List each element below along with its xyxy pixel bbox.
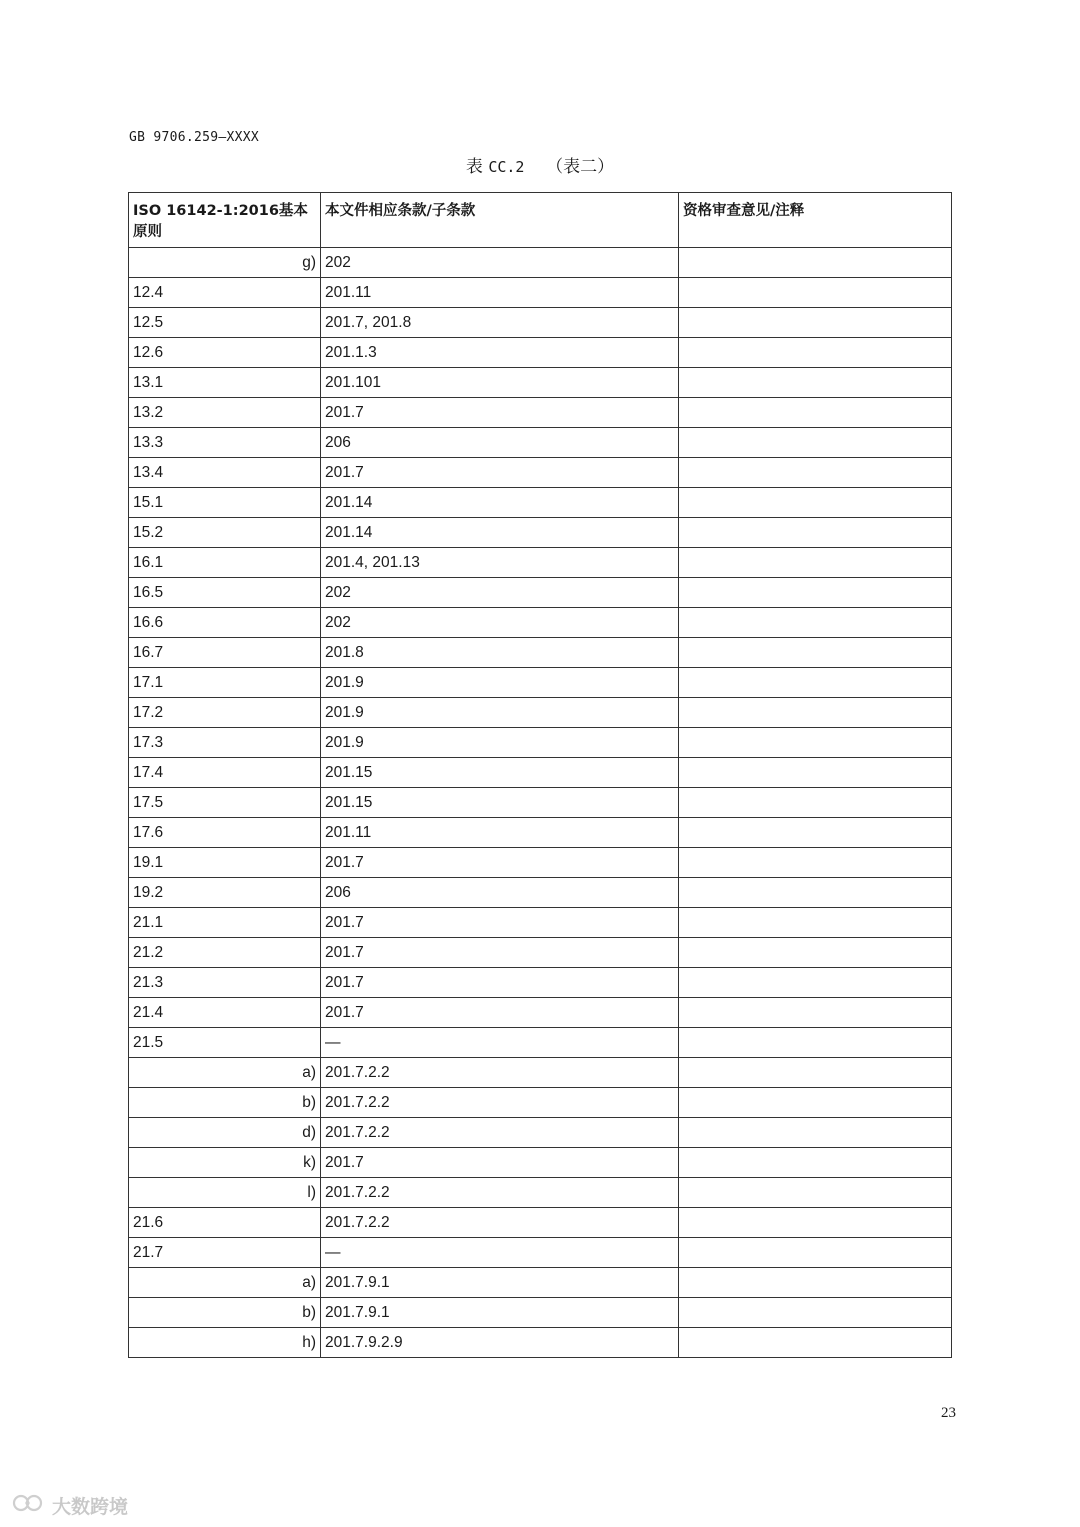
cell-principle: a) [129,1268,321,1298]
cell-comment [679,1208,952,1238]
table-row [129,1058,952,1088]
cell-clause: 201.7 [321,998,679,1028]
table-row [129,788,952,818]
cell-principle: 19.2 [129,878,321,908]
table-row [129,368,952,398]
cell-principle: 21.3 [129,968,321,998]
cell-clause: 201.15 [321,758,679,788]
cell-principle: 12.6 [129,338,321,368]
table-row [129,968,952,998]
cell-principle: 21.2 [129,938,321,968]
table-title [0,152,1080,177]
cell-comment [679,758,952,788]
table-row [129,488,952,518]
cell-clause: 201.7.2.2 [321,1208,679,1238]
cell-clause: 201.7 [321,1148,679,1178]
cell-clause: 202 [321,608,679,638]
column-header-principle: ISO 16142-1:2016基本原则 [129,193,321,248]
cell-comment [679,1298,952,1328]
table-row [129,338,952,368]
cell-clause: 201.101 [321,368,679,398]
cell-comment [679,638,952,668]
cell-clause: 202 [321,248,679,278]
cell-principle: 17.6 [129,818,321,848]
table-row [129,908,952,938]
table-row [129,248,952,278]
column-header-clause: 本文件相应条款/子条款 [321,193,679,248]
table-row [129,458,952,488]
document-code: GB 9706.259—XXXX [129,130,260,145]
cell-principle: l) [129,1178,321,1208]
cell-clause: — [321,1238,679,1268]
table-row [129,758,952,788]
cell-clause: 201.7.2.2 [321,1058,679,1088]
cell-clause: 201.7.2.2 [321,1118,679,1148]
cell-comment [679,368,952,398]
cell-principle: 17.3 [129,728,321,758]
cell-clause: 201.11 [321,278,679,308]
correspondence-table [128,192,952,1358]
cell-comment [679,1238,952,1268]
cell-comment [679,1178,952,1208]
cell-clause: 201.7, 201.8 [321,308,679,338]
table-row [129,1208,952,1238]
table-row [129,1118,952,1148]
cell-clause: 201.9 [321,668,679,698]
cell-comment [679,698,952,728]
table-row [129,638,952,668]
cell-comment [679,668,952,698]
table-row [129,668,952,698]
cell-clause: 206 [321,428,679,458]
cell-clause: — [321,1028,679,1058]
table-row [129,998,952,1028]
table-header-row [129,193,952,248]
table-row [129,848,952,878]
cell-principle: 17.5 [129,788,321,818]
table-row [129,1238,952,1268]
cell-comment [679,998,952,1028]
cell-comment [679,458,952,488]
cell-comment [679,1148,952,1178]
table-row [129,578,952,608]
page-number: 23 [941,1405,956,1421]
cell-comment [679,278,952,308]
cell-clause: 201.7 [321,848,679,878]
cell-clause: 201.7.9.2.9 [321,1328,679,1358]
cell-comment [679,968,952,998]
cell-principle: 15.1 [129,488,321,518]
table-row [129,818,952,848]
cell-principle: 13.3 [129,428,321,458]
cell-comment [679,908,952,938]
cell-clause: 202 [321,578,679,608]
cell-clause: 201.7 [321,938,679,968]
cell-comment [679,1328,952,1358]
cell-principle: 16.5 [129,578,321,608]
cell-principle: 16.7 [129,638,321,668]
cell-principle: 17.4 [129,758,321,788]
cell-principle: 17.2 [129,698,321,728]
cell-comment [679,308,952,338]
cell-principle: 21.6 [129,1208,321,1238]
cell-comment [679,938,952,968]
table-row [129,728,952,758]
cell-principle: 17.1 [129,668,321,698]
table-row [129,878,952,908]
watermark-text: 大数跨境 [52,1496,129,1518]
cell-comment [679,248,952,278]
cell-clause: 201.8 [321,638,679,668]
cell-clause: 201.4, 201.13 [321,548,679,578]
cell-principle: 12.4 [129,278,321,308]
cell-principle: 16.1 [129,548,321,578]
cell-clause: 201.14 [321,488,679,518]
cell-clause: 201.7 [321,908,679,938]
cell-clause: 201.15 [321,788,679,818]
cell-comment [679,518,952,548]
cell-principle: 12.5 [129,308,321,338]
cell-comment [679,1268,952,1298]
table-title-code: CC.2 [488,158,525,176]
cell-principle: b) [129,1088,321,1118]
watermark-logo-icon [12,1492,46,1519]
cell-comment [679,338,952,368]
column-header-comment: 资格审查意见/注释 [679,193,952,248]
table-row [129,1088,952,1118]
cell-comment [679,1118,952,1148]
cell-comment [679,398,952,428]
cell-comment [679,428,952,458]
cell-principle: k) [129,1148,321,1178]
table-row [129,698,952,728]
cell-clause: 201.11 [321,818,679,848]
cell-clause: 201.9 [321,728,679,758]
table-row [129,1028,952,1058]
cell-comment [679,878,952,908]
cell-comment [679,1058,952,1088]
cell-principle: 13.1 [129,368,321,398]
cell-principle: 16.6 [129,608,321,638]
table-row [129,938,952,968]
table-row [129,548,952,578]
cell-comment [679,548,952,578]
cell-clause: 201.9 [321,698,679,728]
table-row [129,1328,952,1358]
table-row [129,1178,952,1208]
cell-comment [679,788,952,818]
cell-clause: 201.7.2.2 [321,1088,679,1118]
cell-principle: 19.1 [129,848,321,878]
table-title-prefix: 表 [465,157,483,177]
cell-clause: 201.7 [321,458,679,488]
table-row [129,398,952,428]
cell-comment [679,608,952,638]
cell-comment [679,818,952,848]
cell-comment [679,1088,952,1118]
cell-clause: 201.7.2.2 [321,1178,679,1208]
cell-principle: 21.7 [129,1238,321,1268]
cell-comment [679,728,952,758]
cell-principle: 21.4 [129,998,321,1028]
cell-principle: 21.1 [129,908,321,938]
cell-comment [679,848,952,878]
cell-clause: 206 [321,878,679,908]
cell-comment [679,578,952,608]
table-row [129,608,952,638]
cell-comment [679,1028,952,1058]
cell-principle: h) [129,1328,321,1358]
cell-principle: b) [129,1298,321,1328]
table-row [129,518,952,548]
cell-principle: a) [129,1058,321,1088]
table-title-suffix: （表二） [546,157,615,177]
table-row [129,1148,952,1178]
table-row [129,1298,952,1328]
cell-comment [679,488,952,518]
table-body [129,248,952,1358]
cell-principle: 13.4 [129,458,321,488]
cell-principle: d) [129,1118,321,1148]
watermark [12,1492,128,1519]
table-row [129,308,952,338]
table-row [129,428,952,458]
cell-clause: 201.7 [321,968,679,998]
cell-clause: 201.7 [321,398,679,428]
cell-principle: 15.2 [129,518,321,548]
cell-clause: 201.14 [321,518,679,548]
cell-principle: 21.5 [129,1028,321,1058]
cell-principle: 13.2 [129,398,321,428]
cell-clause: 201.7.9.1 [321,1298,679,1328]
cell-clause: 201.1.3 [321,338,679,368]
table-row [129,278,952,308]
cell-principle: g) [129,248,321,278]
cell-clause: 201.7.9.1 [321,1268,679,1298]
table-row [129,1268,952,1298]
